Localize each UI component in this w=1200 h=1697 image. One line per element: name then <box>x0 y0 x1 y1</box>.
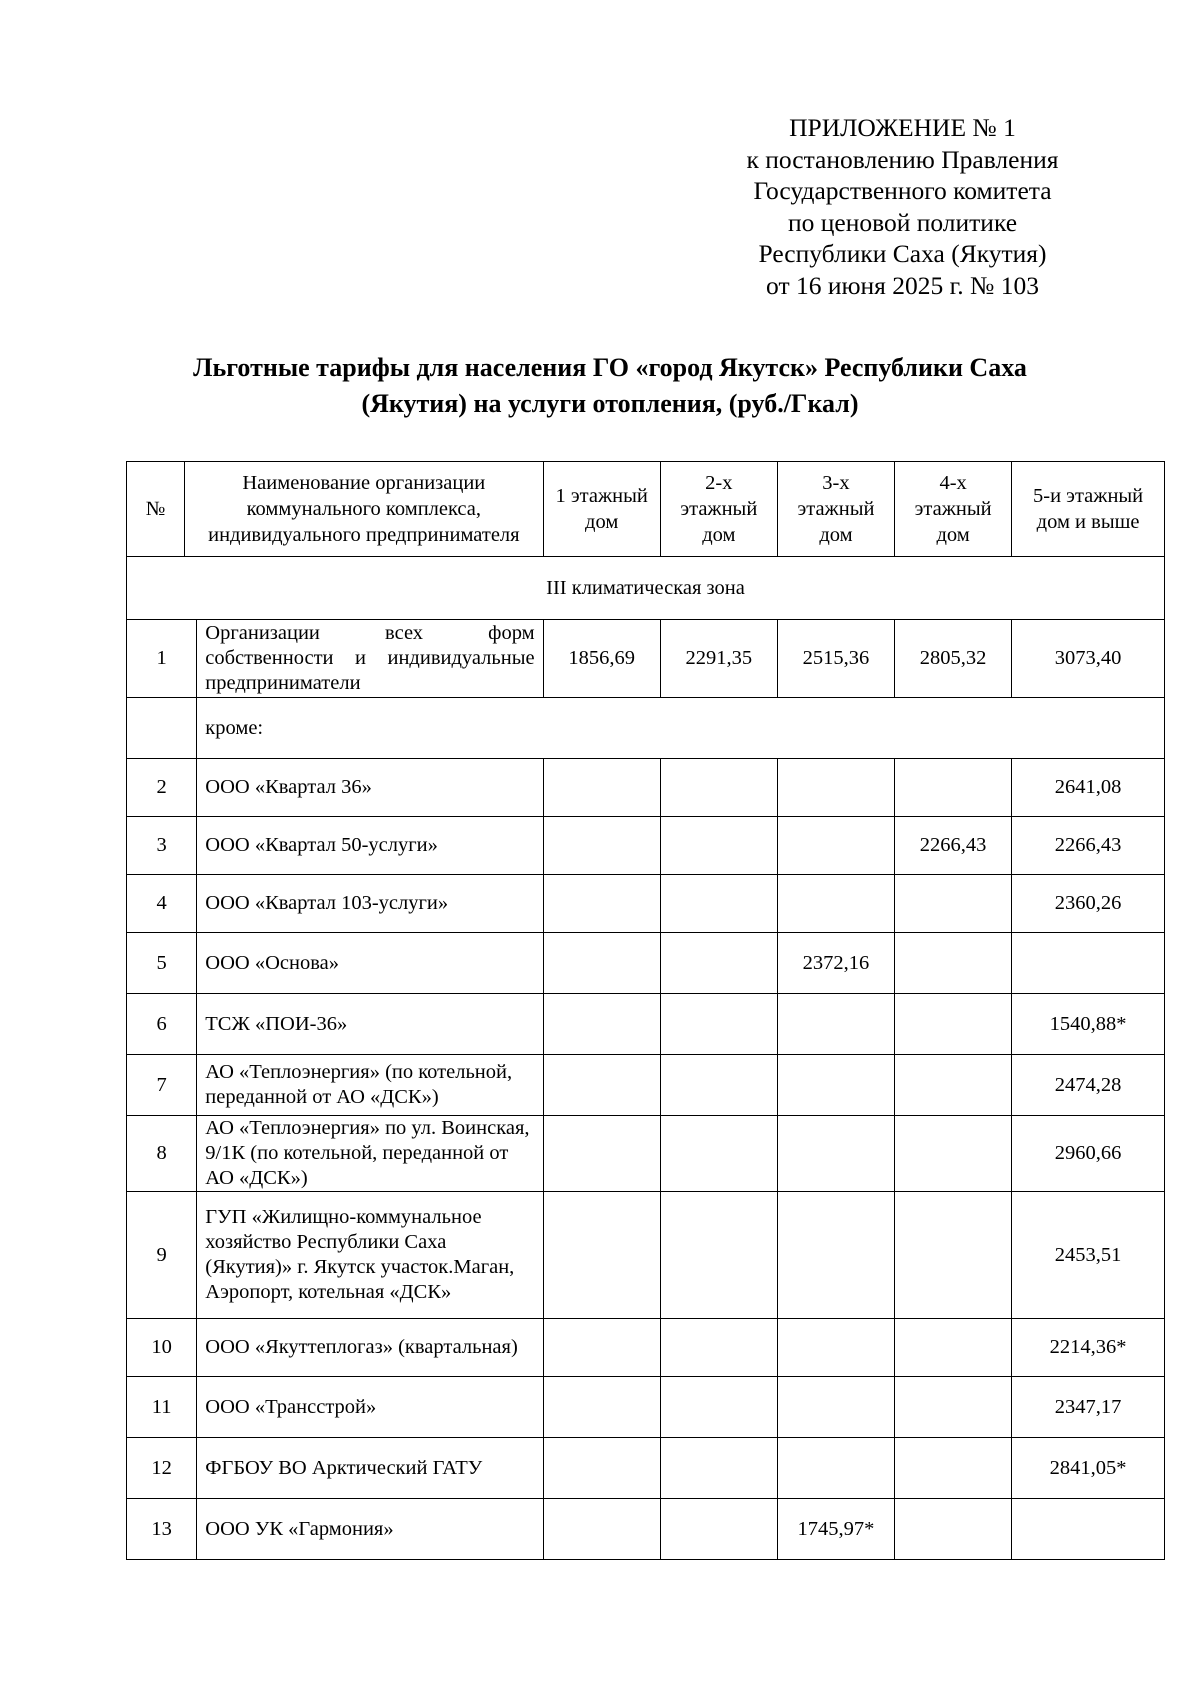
row-num: 1 <box>127 620 197 698</box>
header-floor-5: 5-и этажный дом и выше <box>1012 462 1165 557</box>
row-f3: 2515,36 <box>777 620 894 698</box>
row-org: ООО «Трансстрой» <box>197 1377 543 1438</box>
row-f5: 2347,17 <box>1012 1377 1165 1438</box>
row-f5: 2360,26 <box>1012 875 1165 933</box>
row-f4 <box>895 994 1012 1055</box>
row-f4 <box>895 933 1012 994</box>
row-f3 <box>777 1055 894 1116</box>
row-f1 <box>543 1319 660 1377</box>
table-row <box>127 1377 1165 1438</box>
row-f2 <box>660 994 777 1055</box>
row-f4 <box>895 1499 1012 1560</box>
appendix-line: ПРИЛОЖЕНИЕ № 1 <box>789 113 1016 142</box>
row-f2 <box>660 1055 777 1116</box>
row-num: 13 <box>127 1499 197 1560</box>
row-org: ООО «Основа» <box>197 933 543 994</box>
row-org: ГУП «Жилищно-коммунальное хозяйство Республики Саха (Якутия)» г. Якутск участок.Маган, Аэропорт, котельная «ДСК» <box>197 1192 543 1319</box>
row-f1 <box>543 1055 660 1116</box>
row-f3 <box>777 1438 894 1499</box>
header-floor-2: 2-х этажный дом <box>660 462 777 557</box>
row-num: 12 <box>127 1438 197 1499</box>
appendix-header <box>725 112 1080 301</box>
header-num: № <box>127 462 185 557</box>
row-f4 <box>895 1377 1012 1438</box>
table-row <box>127 1192 1165 1319</box>
header-floor-3: 3-х этажный дом <box>777 462 894 557</box>
header-floor-1: 1 этажный дом <box>543 462 660 557</box>
row-org: ТСЖ «ПОИ-36» <box>197 994 543 1055</box>
row-f5: 2214,36* <box>1012 1319 1165 1377</box>
row-org: ООО УК «Гармония» <box>197 1499 543 1560</box>
row-f3 <box>777 1319 894 1377</box>
row-f1 <box>543 759 660 817</box>
row-f3 <box>777 1192 894 1319</box>
row-org: ООО «Квартал 36» <box>197 759 543 817</box>
row-f1 <box>543 1116 660 1192</box>
row-org: ООО «Якуттеплогаз» (квартальная) <box>197 1319 543 1377</box>
title-line-2: (Якутия) на услуги отопления, (руб./Гкал) <box>361 389 859 418</box>
row-f5: 2266,43 <box>1012 817 1165 875</box>
row-f1 <box>543 1377 660 1438</box>
row-f1 <box>543 875 660 933</box>
appendix-line: к постановлению Правления <box>746 144 1059 174</box>
row-f5: 2474,28 <box>1012 1055 1165 1116</box>
except-num <box>127 698 197 759</box>
row-f3 <box>777 994 894 1055</box>
row-f5: 1540,88* <box>1012 994 1165 1055</box>
row-f2 <box>660 1116 777 1192</box>
row-org: ФГБОУ ВО Арктический ГАТУ <box>197 1438 543 1499</box>
row-f3 <box>777 875 894 933</box>
row-f5 <box>1012 1499 1165 1560</box>
row-f3 <box>777 1377 894 1438</box>
table-row <box>127 620 1165 698</box>
title-line-1: Льготные тарифы для населения ГО «город Якутск» Республики Саха <box>193 353 1027 382</box>
row-f5 <box>1012 933 1165 994</box>
table-header-row <box>127 462 1165 557</box>
row-f1 <box>543 817 660 875</box>
row-f2 <box>660 1319 777 1377</box>
zone-label: III климатическая зона <box>127 557 1165 620</box>
header-floor-4: 4-х этажный дом <box>895 462 1012 557</box>
table-row <box>127 759 1165 817</box>
row-num: 11 <box>127 1377 197 1438</box>
header-org: Наименование организации коммунального комплекса, индивидуального предпринимателя <box>185 462 544 557</box>
zone-row <box>127 557 1165 620</box>
row-f3: 1745,97* <box>777 1499 894 1560</box>
table-row <box>127 1116 1165 1192</box>
row-f4 <box>895 875 1012 933</box>
row-f2 <box>660 759 777 817</box>
row-num: 9 <box>127 1192 197 1319</box>
row-f2 <box>660 817 777 875</box>
table-row <box>127 994 1165 1055</box>
row-f4: 2805,32 <box>895 620 1012 698</box>
table-row <box>127 875 1165 933</box>
row-f2: 2291,35 <box>660 620 777 698</box>
row-f1 <box>543 1499 660 1560</box>
row-org: Организации всех форм собственности и индивидуальные предприниматели <box>197 620 543 698</box>
row-f3 <box>777 817 894 875</box>
row-num: 6 <box>127 994 197 1055</box>
row-org: ООО «Квартал 50-услуги» <box>197 817 543 875</box>
row-f5: 2841,05* <box>1012 1438 1165 1499</box>
row-f4 <box>895 1192 1012 1319</box>
row-f5: 2453,51 <box>1012 1192 1165 1319</box>
row-org: АО «Теплоэнергия» (по котельной, переданной от АО «ДСК») <box>197 1055 543 1116</box>
row-f2 <box>660 1192 777 1319</box>
row-num: 4 <box>127 875 197 933</box>
row-f4: 2266,43 <box>895 817 1012 875</box>
except-label: кроме: <box>197 698 1165 759</box>
table-row <box>127 933 1165 994</box>
appendix-line: по ценовой политике <box>787 207 1018 237</box>
row-org: ООО «Квартал 103-услуги» <box>197 875 543 933</box>
row-f4 <box>895 1438 1012 1499</box>
row-f4 <box>895 1116 1012 1192</box>
document-title <box>160 350 1060 422</box>
row-num: 5 <box>127 933 197 994</box>
row-num: 7 <box>127 1055 197 1116</box>
table-row <box>127 1499 1165 1560</box>
row-f2 <box>660 933 777 994</box>
row-f4 <box>895 1319 1012 1377</box>
except-row <box>127 698 1165 759</box>
row-f4 <box>895 1055 1012 1116</box>
table-row <box>127 817 1165 875</box>
row-f5: 2960,66 <box>1012 1116 1165 1192</box>
row-f4 <box>895 759 1012 817</box>
table-row <box>127 1055 1165 1116</box>
appendix-line: Государственного комитета <box>753 176 1052 205</box>
table-row <box>127 1319 1165 1377</box>
row-f2 <box>660 1499 777 1560</box>
row-f1 <box>543 1438 660 1499</box>
row-f2 <box>660 1438 777 1499</box>
tariff-table <box>126 461 1165 1560</box>
row-num: 3 <box>127 817 197 875</box>
row-org: АО «Теплоэнергия» по ул. Воинская, 9/1К (по котельной, переданной от АО «ДСК») <box>197 1116 543 1192</box>
row-f1: 1856,69 <box>543 620 660 698</box>
row-f5: 3073,40 <box>1012 620 1165 698</box>
row-f3 <box>777 1116 894 1192</box>
row-f2 <box>660 1377 777 1438</box>
row-num: 2 <box>127 759 197 817</box>
row-num: 10 <box>127 1319 197 1377</box>
row-num: 8 <box>127 1116 197 1192</box>
row-f3 <box>777 759 894 817</box>
row-f5: 2641,08 <box>1012 759 1165 817</box>
row-f2 <box>660 875 777 933</box>
row-f1 <box>543 1192 660 1319</box>
table-row <box>127 1438 1165 1499</box>
row-f3: 2372,16 <box>777 933 894 994</box>
row-f1 <box>543 994 660 1055</box>
appendix-line: от 16 июня 2025 г. № 103 <box>766 270 1039 300</box>
appendix-line: Республики Саха (Якутия) <box>758 239 1047 268</box>
row-f1 <box>543 933 660 994</box>
